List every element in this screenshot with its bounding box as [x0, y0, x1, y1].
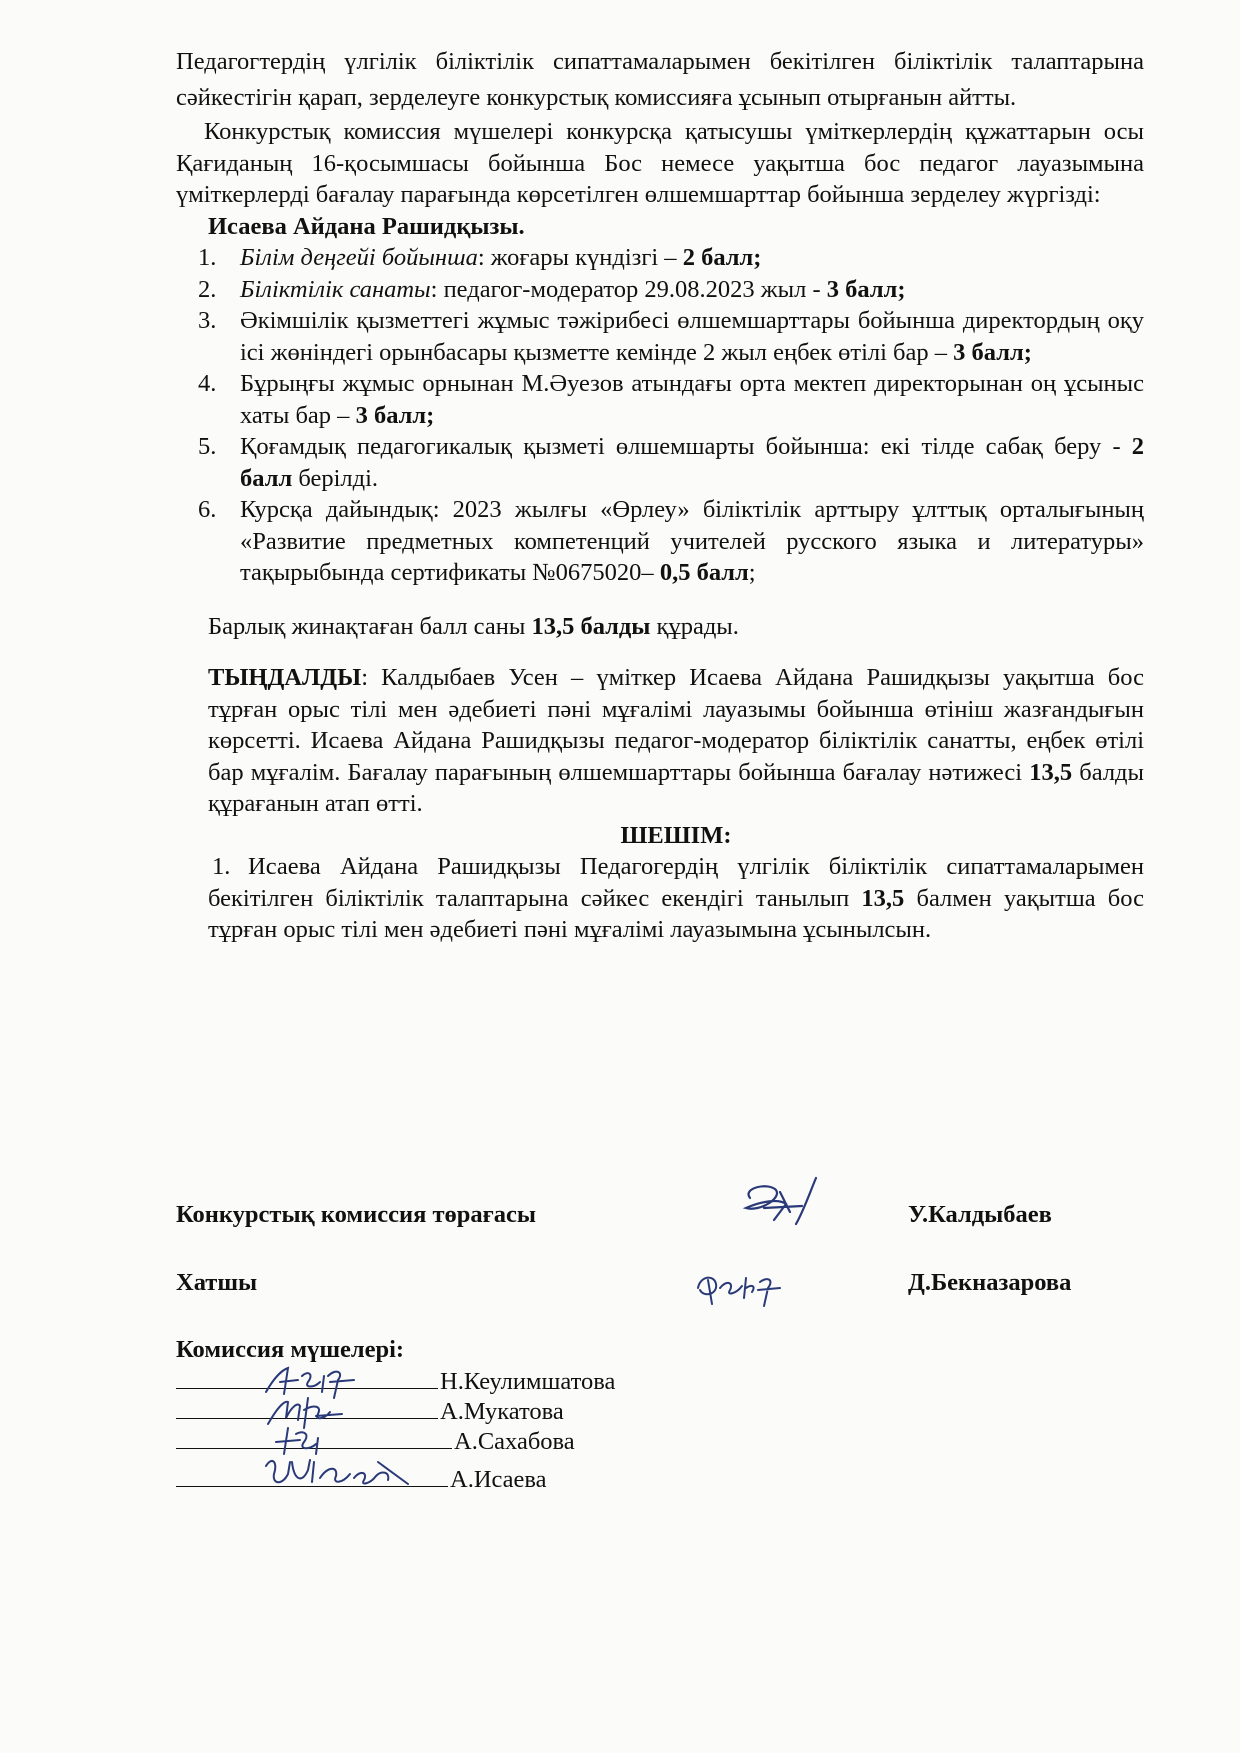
- criteria-score: 3 балл;: [355, 401, 435, 429]
- total-score-line: [208, 611, 1144, 643]
- criteria-number: 4.: [198, 370, 217, 397]
- document-body: [176, 44, 1144, 946]
- criteria-item: [176, 368, 1144, 431]
- decision-number: 1.: [212, 853, 231, 880]
- criteria-number: 1.: [198, 244, 217, 271]
- criteria-text: Курсқа дайындық: 2023 жылғы «Өрлеу» біліктілік арттыру ұлттық орталығының «Развитие предметных компетенций учителей русского языка и литературы» тақырыбында сертификаты №0675020–: [240, 496, 1144, 586]
- criteria-text: Бұрыңғы жұмыс орнынан М.Әуезов атындағы орта мектеп директорынан оң ұсыныс хаты бар –: [240, 370, 1144, 429]
- member-row: [176, 1366, 615, 1396]
- criteria-item: [176, 305, 1144, 368]
- criteria-label: Білім деңгейі бойынша: [240, 244, 478, 271]
- criteria-number: 6.: [198, 496, 217, 523]
- member-name: А.Сахабова: [454, 1428, 575, 1455]
- decision-paragraph: [208, 851, 1144, 946]
- total-before: Барлық жинақтаған балл саны: [208, 612, 532, 640]
- heard-paragraph: [208, 662, 1144, 820]
- criteria-after: ;: [748, 559, 756, 586]
- criteria-text: : жоғары күндізгі –: [477, 244, 683, 271]
- criteria-score: 0,5 балл: [659, 559, 749, 586]
- criteria-item: [176, 431, 1144, 494]
- heard-after: балды құрағанын атап өтті.: [208, 758, 1144, 817]
- criteria-text: Әкімшілік қызметтегі жұмыс тәжірибесі өлшемшарттары бойынша директордың оқу ісі жөніндегі орынбасары қызметте кемінде 2 жыл еңбек өтілі бар –: [240, 307, 1144, 366]
- criteria-number: 3.: [198, 307, 217, 334]
- heard-score: 13,5: [1029, 758, 1073, 786]
- chair-role: Конкурстық комиссия төрағасы: [176, 1201, 536, 1228]
- criteria-label: Біліктілік санаты: [240, 275, 431, 303]
- heard-text: : Калдыбаев Усен – үміткер Исаева Айдана Рашидқызы уақытша бос тұрған орыс тілі мен әдебиеті пәні мұғалімі лауазымы бойынша өтініш жазғандығын көрсетті. Исаева Айдана Рашидқызы педагог-модератор біліктілік санатты, еңбек өтілі бар мұғалім. Бағалау парағының өлшемшарттары бойынша бағалау нәтижесі: [208, 664, 1144, 786]
- intro-paragraph-1: Педагогтердің үлгілік біліктілік сипаттамаларымен бекітілген біліктілік талаптарына сәйкестігін қарап, зерделеуге конкурстық комиссияға ұсынып отырғанын айтты.: [176, 48, 1144, 111]
- candidate-name: Исаева Айдана Рашидқызы.: [208, 212, 525, 240]
- criteria-score: 3 балл;: [953, 338, 1032, 366]
- total-after: құрады.: [650, 612, 739, 640]
- secretary-role: Хатшы: [176, 1269, 258, 1296]
- criteria-item: [176, 242, 1144, 274]
- member-name: А.Мукатова: [440, 1398, 564, 1425]
- criteria-number: 2.: [198, 275, 217, 303]
- total-value: 13,5 балды: [531, 612, 651, 640]
- decision-score: 13,5: [861, 884, 905, 912]
- criteria-score: 2 балл: [240, 433, 1144, 492]
- chair-signature-icon: [720, 1168, 870, 1238]
- decision-text: Исаева Айдана Рашидқызы Педагогердің үлгілік біліктілік сипаттамаларымен бекітілген біліктілік талаптарына сәйкес екендігі танылып: [208, 853, 1144, 912]
- criteria-score: 3 балл;: [826, 275, 906, 303]
- secretary-name: Д.Бекназарова: [908, 1269, 1072, 1296]
- heard-label: ТЫҢДАЛДЫ: [208, 664, 362, 691]
- decision-title: ШЕШІМ:: [620, 821, 732, 849]
- members-title: Комиссия мүшелері:: [176, 1336, 405, 1363]
- member-row: [176, 1396, 564, 1426]
- chair-name: У.Калдыбаев: [908, 1201, 1052, 1228]
- criteria-number: 5.: [198, 433, 217, 460]
- member-signature-icon: [258, 1448, 418, 1498]
- decision-after: балмен уақытша бос тұрған орыс тілі мен әдебиеті пәні мұғалімі лауазымына ұсынылсын.: [208, 884, 1144, 943]
- intro-paragraph-2: Конкурстық комиссия мүшелері конкурсқа қатысушы үміткерлердің құжаттарын осы Қағиданың 16-қосымшасы бойынша Бос немесе уақытша бос педагог лауазымына үміткерлерді бағалау парағында көрсетілген өлшемшарттар бойынша зерделеу жүргізді:: [176, 118, 1144, 208]
- criteria-item: [176, 274, 1144, 306]
- criteria-text: : педагог-модератор 29.08.2023 жыл -: [430, 275, 827, 303]
- criteria-score: 2 балл;: [682, 244, 762, 271]
- criteria-after: берілді.: [292, 464, 379, 492]
- criteria-text: Қоғамдық педагогикалық қызметі өлшемшарты бойынша: екі тілде сабақ беру -: [240, 433, 1132, 460]
- criteria-list: [176, 242, 1144, 589]
- member-name: А.Исаева: [450, 1466, 547, 1493]
- member-name: Н.Кеулимшатова: [440, 1368, 616, 1395]
- criteria-item: [176, 494, 1144, 589]
- secretary-signature-icon: [690, 1258, 800, 1318]
